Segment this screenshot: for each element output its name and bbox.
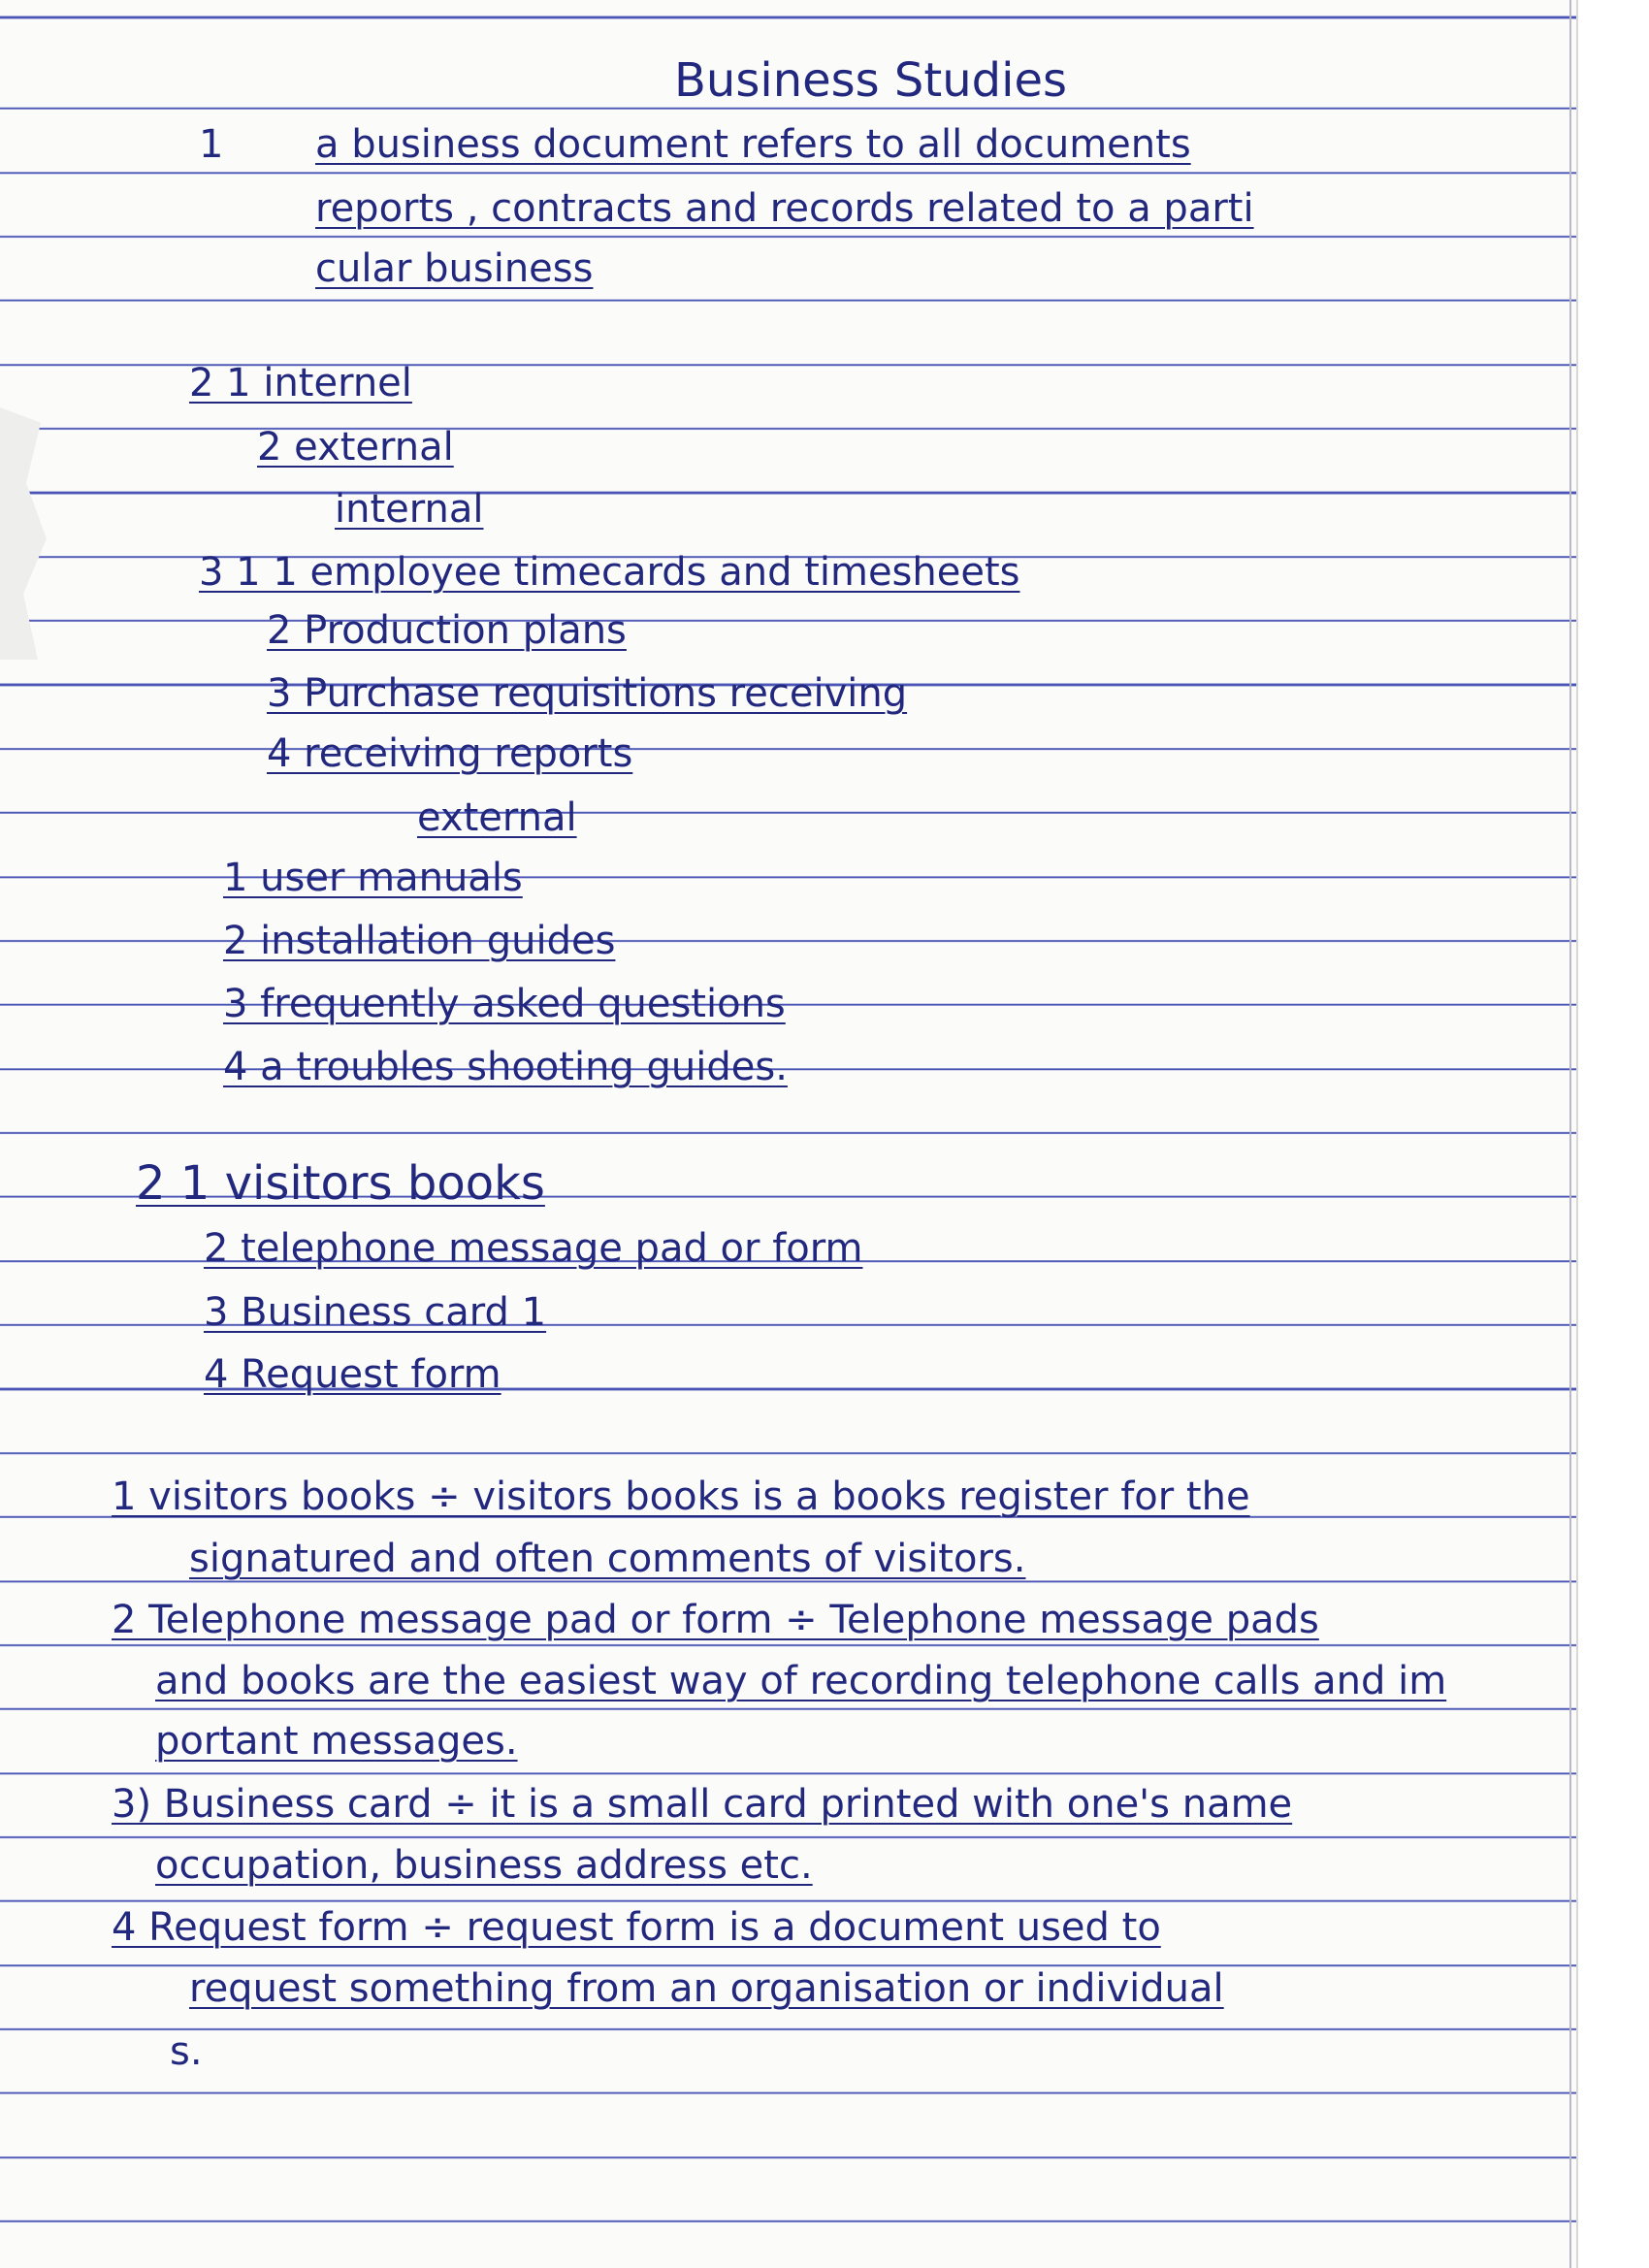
definition-line-1: 1 visitors books ÷ visitors books is a books register for the	[112, 1474, 1250, 1519]
q2-line-1: 2 1 internel	[189, 361, 412, 405]
external-item-3: 3 frequently asked questions	[223, 982, 786, 1026]
definition-line-7: occupation, business address etc.	[155, 1843, 813, 1888]
internal-item-4: 4 receiving reports	[267, 731, 633, 776]
page-margin	[1576, 0, 1649, 2268]
external-item-2: 2 installation guides	[223, 919, 616, 963]
definition-line-6: 3) Business card ÷ it is a small card printed with one's name	[112, 1782, 1293, 1827]
definition-line-9: request something from an organisation or individual	[189, 1966, 1224, 2011]
q3-item-2: 2 telephone message pad or form	[204, 1226, 863, 1271]
question-marker: 1	[199, 122, 224, 167]
internal-item-1: 3 1 1 employee timecards and timesheets	[199, 550, 1020, 595]
page-edge-line	[1569, 0, 1571, 2268]
q3-item-4: 4 Request form	[204, 1352, 501, 1397]
torn-edge	[0, 407, 58, 660]
external-item-1: 1 user manuals	[223, 856, 523, 900]
internal-item-2: 2 Production plans	[267, 608, 627, 653]
q1-line-3: cular business	[315, 246, 594, 291]
q3-item-3: 3 Business card 1	[204, 1290, 547, 1335]
q1-line-1: a business document refers to all documents	[315, 122, 1191, 167]
definition-line-4: and books are the easiest way of recording telephone calls and im	[155, 1659, 1447, 1703]
internal-heading: internal	[335, 487, 484, 532]
definition-line-10: s.	[170, 2029, 203, 2074]
definition-line-8: 4 Request form ÷ request form is a document used to	[112, 1905, 1161, 1950]
q3-item-1: 2 1 visitors books	[136, 1156, 545, 1211]
definition-line-3: 2 Telephone message pad or form ÷ Telephone message pads	[112, 1598, 1319, 1642]
q2-line-2: 2 external	[257, 425, 454, 470]
page-title: Business Studies	[674, 53, 1067, 108]
external-heading: external	[417, 795, 577, 840]
definition-line-5: portant messages.	[155, 1719, 518, 1764]
internal-item-3: 3 Purchase requisitions receiving	[267, 671, 908, 716]
q1-line-2: reports , contracts and records related to a parti	[315, 186, 1254, 231]
definition-line-2: signatured and often comments of visitors.	[189, 1537, 1026, 1581]
external-item-4: 4 a troubles shooting guides.	[223, 1045, 788, 1089]
